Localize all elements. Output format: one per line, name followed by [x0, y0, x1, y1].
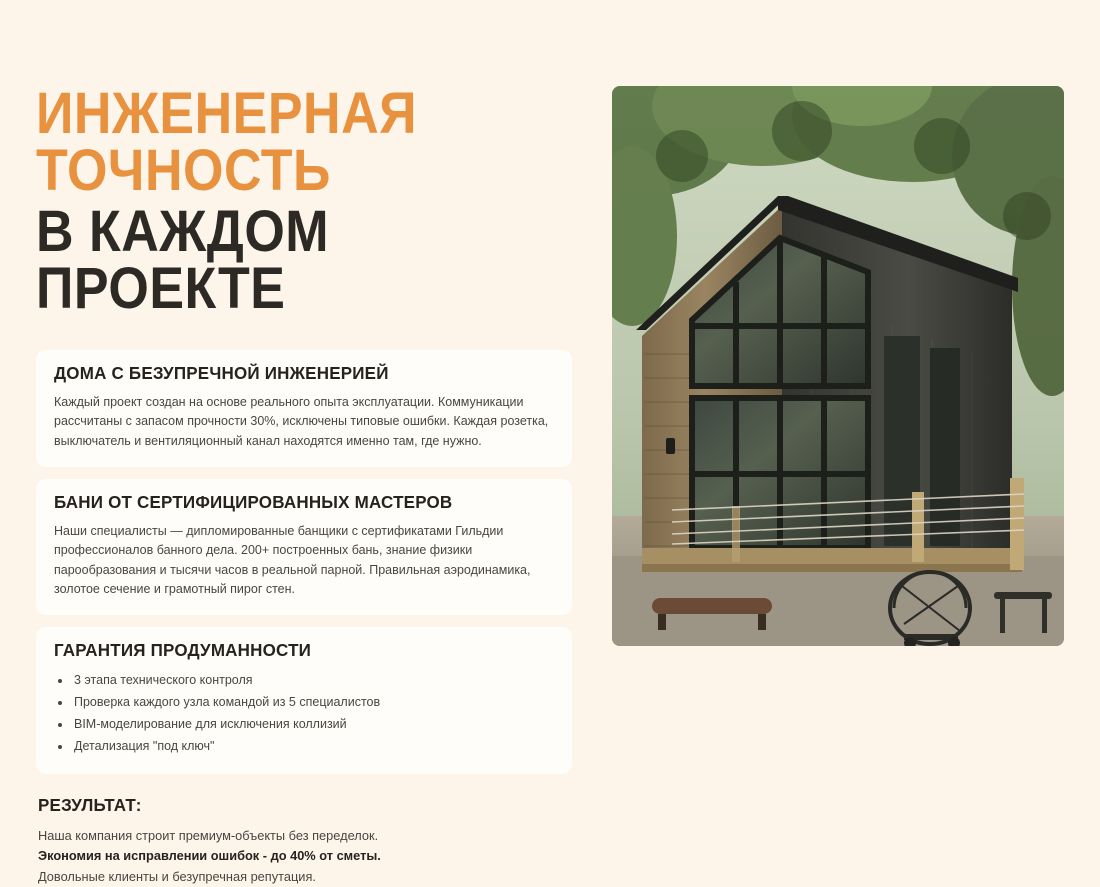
feature-card-guarantee: [36, 627, 572, 774]
headline-line-2: В КАЖДОМ ПРОЕКТЕ: [36, 199, 330, 322]
result-text-before: Наша компания строит премиум-объекты без переделок.: [38, 827, 379, 843]
guarantee-list: [54, 670, 554, 758]
feature-cards: [36, 350, 576, 774]
feature-card-title: ДОМА С БЕЗУПРЕЧНОЙ ИНЖЕНЕРИЕЙ: [54, 363, 389, 384]
feature-card-title: БАНИ ОТ СЕРТИФИЦИРОВАННЫХ МАСТЕРОВ: [54, 492, 453, 513]
result-text-after: Довольные клиенты и безупречная репутация.: [38, 868, 316, 884]
feature-card-text: Каждый проект создан на основе реального опыта эксплуатации. Коммуникации рассчитаны с запасом прочности 30%, исключены типовые ошибки. Каждая розетка, выключатель и вентиляционный канал находятся именно там, где нужно.: [54, 394, 549, 448]
result-text: [38, 826, 438, 887]
result-text-highlight: Экономия на исправлении ошибок - до 40% от сметы.: [38, 848, 381, 864]
feature-card-text: Наши специалисты — дипломированные банщики с сертификатами Гильдии профессионалов банного дела. 200+ построенных бань, знание физики парообразования и тысячи часов в реальной парной. Правильная аэродинамика, золотое сечение и грамотный пирог стен.: [54, 523, 531, 597]
list-item: • Проверка каждого узла командой из 5 специалистов: [72, 692, 554, 714]
house-photo-illustration: [612, 86, 1064, 646]
feature-card-banya: [36, 479, 572, 616]
result-title: РЕЗУЛЬТАТ:: [38, 795, 142, 816]
result-block: [36, 796, 576, 887]
list-item: • 3 этапа технического контроля: [72, 670, 554, 692]
left-content-column: [36, 81, 576, 887]
headline-line-1: ИНЖЕНЕРНАЯ ТОЧНОСТЬ: [36, 81, 418, 204]
page-title: [36, 81, 576, 322]
house-photo: [612, 86, 1064, 646]
feature-card-title: ГАРАНТИЯ ПРОДУМАННОСТИ: [54, 640, 312, 661]
list-item: • Детализация "под ключ": [72, 736, 554, 758]
list-item: • BIM-моделирование для исключения коллизий: [72, 714, 554, 736]
feature-card-engineering: [36, 350, 572, 467]
